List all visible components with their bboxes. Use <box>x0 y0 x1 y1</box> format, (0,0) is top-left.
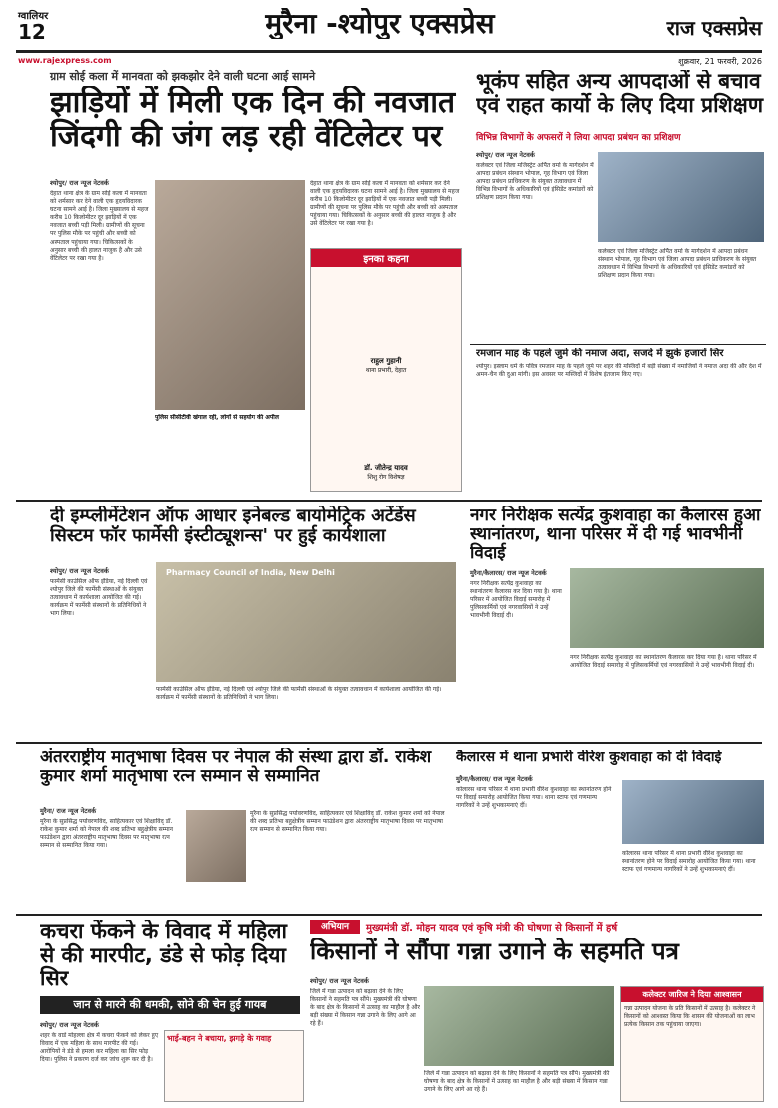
story7-headline: कैलारस में थाना प्रभारी वीरेश कुशवाहा को दी विदाई <box>456 750 722 765</box>
farmers-photo <box>424 986 614 1066</box>
quote-role: थाना प्रभारी, देहात <box>365 367 407 374</box>
story4-byline: श्योपुर/ राज न्यूज नेटवर्क <box>50 567 109 575</box>
story8-body: शहर के वार्ड मोहल्ला क्षेत्र में कचरा फेंकने को लेकर हुए विवाद में एक महिला के साथ मारपीट की गई। आरोपियों ने डंडे से हमला कर महिला का सिर फोड़ दिया। पुलिस ने प्रकरण दर्ज कर जांच शुरू कर दी है। <box>40 1032 159 1064</box>
story2-body: कलेक्टर एवं जिला मजिस्ट्रेट अर्पित वर्मा के मार्गदर्शन में आपदा प्रबंधन संस्थान भोपाल, गृह विभाग एवं जिला आपदा प्रबंधन प्राधिकरण के संयुक्त तत्वावधान में विभिन्न विभागों के अधिकारियों एवं इंसिडेंट कमांडरों को प्रशिक्षण प्रदान किया गया। <box>476 162 594 202</box>
section-rule-1 <box>16 500 762 502</box>
portrait-photo <box>186 810 246 882</box>
quote-author-2: डॉ. जीतेन्द्र यादव <box>364 464 408 472</box>
story1-body: देहात थाना क्षेत्र के ग्राम सोई कला में मानवता को शर्मसार कर देने वाली एक हृदयविदारक घटना सामने आई है। जिला मुख्यालय से महज करीब 10 किलोमीटर दूर झाड़ियों में एक नवजात बच्ची पड़ी मिली। ग्रामीणों की सूचना पर पुलिस मौके पर पहुंची और बच्ची को अस्पताल पहुंचाया गया। चिकित्सकों के अनुसार बच्ची की हालत नाजुक है और उसे वेंटिलेटर पर रखा गया है। <box>50 190 149 262</box>
story9-body-cont: जिले में गन्ना उत्पादन को बढ़ावा देने के लिए किसानों ने सहमति पत्र सौंपे। मुख्यमंत्री की घोषणा के बाद क्षेत्र के किसानों में उत्साह का माहौल है और बड़ी संख्या में किसान गन्ना उगाने के लिए आगे आ रहे हैं। <box>424 1070 610 1094</box>
quote-title: इनका कहना <box>311 249 461 267</box>
quote-author: राहुल गुहानी <box>370 357 402 365</box>
story9-byline: श्योपुर/ राज न्यूज नेटवर्क <box>310 977 369 985</box>
story1-photo-caption: पुलिस सीसीटीवी खंगाल रही, लोगों से सहयोग की अपील <box>155 414 279 421</box>
story6-body-cont: मुरैना के सुप्रसिद्ध पर्यावरणविद, साहित्यकार एवं शिक्षाविद् डॉ. राकेश कुमार शर्मा को नेपाल की शब्द प्रतिभा बहुक्षेत्रीय सम्मान फाउंडेशन द्वारा अंतरराष्ट्रीय मातृभाषा दिवस पर मातृभाषा रत्न सम्मान से सम्मानित किया गया। <box>250 810 445 834</box>
edition-label: ग्वालियर <box>18 11 49 22</box>
story5-body: नगर निरीक्षक सत्येंद्र कुशवाहा का स्थानांतरण कैलारस कर दिया गया है। थाना परिसर में आयोजित विदाई समारोह में पुलिसकर्मियों एवं नगरवासियों ने उन्हें भावभीनी विदाई दी। <box>470 580 562 620</box>
story8-byline: श्योपुर/ राज न्यूज नेटवर्क <box>40 1021 99 1029</box>
story6-byline: मुरैना/ राज न्यूज नेटवर्क <box>40 807 97 815</box>
farewell-photo <box>570 568 764 648</box>
newborn-photo <box>155 180 305 410</box>
thana-farewell-photo <box>622 780 764 844</box>
inset-title: भाई-बहन ने बचाया, झगड़े के गवाह <box>167 1034 272 1043</box>
story2-headline: भूकंप सहित अन्य आपदाओं से बचाव एवं राहत कार्यो के लिए दिया प्रशिक्षण <box>476 70 764 117</box>
story7-body-cont: कोलारस थाना परिसर में थाना प्रभारी वीरेश कुशवाहा का स्थानांतरण होने पर विदाई समारोह आयोजित किया गया। थाना स्टाफ एवं गणमान्य नागरिकों ने उन्हें शुभकामनाएं दीं। <box>622 850 756 874</box>
story2-body-cont: कलेक्टर एवं जिला मजिस्ट्रेट अर्पित वर्मा के मार्गदर्शन में आपदा प्रबंधन संस्थान भोपाल, गृह विभाग एवं जिला आपदा प्रबंधन प्राधिकरण के संयुक्त तत्वावधान में विभिन्न विभागों के अधिकारियों एवं इंसिडेंट कमांडरों को प्रशिक्षण प्रदान किया गया। <box>598 248 757 280</box>
story8-headline: कचरा फेंकने के विवाद में महिला से की मारपीट, डंडे से फोड़ दिया सिर <box>40 920 287 990</box>
story6-headline: अंतरराष्ट्रीय मातृभाषा दिवस पर नेपाल की संस्था द्वारा डॉ. राकेश कुमार शर्मा मातृभाषा रत्न सम्मान से सम्मानित <box>40 748 432 787</box>
story8-inset <box>164 1030 304 1102</box>
collector-box-title: कलेक्टर जारिज ने दिया आश्वासन <box>621 987 763 1002</box>
story4-body: फार्मेसी काउंसिल ऑफ इंडिया, नई दिल्ली एवं श्योपुर जिले की फार्मेसी संस्थाओं के संयुक्त तत्वावधान में कार्यशाला आयोजित की गई। कार्यक्रम में फार्मेसी संस्थानों के प्रतिनिधियों ने भाग लिया। <box>50 578 148 618</box>
story1-body-cont: देहात थाना क्षेत्र के ग्राम सोई कला में मानवता को शर्मसार कर देने वाली एक हृदयविदारक घटना सामने आई है। जिला मुख्यालय से महज करीब 10 किलोमीटर दूर झाड़ियों में एक नवजात बच्ची पड़ी मिली। ग्रामीणों की सूचना पर पुलिस मौके पर पहुंची और बच्ची को अस्पताल पहुंचाया गया। चिकित्सकों के अनुसार बच्ची की हालत नाजुक है और उसे वेंटिलेटर पर रखा गया है। <box>310 180 460 228</box>
story2-subhead: विभिन्न विभागों के अफसरों ने लिया आपदा प्रबंधन का प्रशिक्षण <box>476 133 681 143</box>
brand-logo: राज एक्सप्रेस <box>666 16 762 40</box>
story5-body-cont: नगर निरीक्षक सत्येंद्र कुशवाहा का स्थानांतरण कैलारस कर दिया गया है। थाना परिसर में आयोजित विदाई समारोह में पुलिसकर्मियों एवं नगरवासियों ने उन्हें भावभीनी विदाई दी। <box>570 654 757 670</box>
story9-headline: किसानों ने सौंपा गन्ना उगाने के सहमति पत्र <box>310 938 679 965</box>
photo-banner: Pharmacy Council of India, New Delhi <box>166 568 335 577</box>
collector-box-body: गन्ना उत्पादन योजना के प्रति किसानों में उत्साह है। कलेक्टर ने किसानों को आश्वस्त किया कि शासन की योजनाओं का लाभ प्रत्येक किसान तक पहुंचाया जाएगा। <box>624 1005 756 1029</box>
campaign-tag: अभियान <box>310 920 360 934</box>
issue-date: शुक्रवार, 21 फरवरी, 2026 <box>678 57 762 66</box>
paper-title: मुरैना -श्योपुर एक्सप्रेस <box>265 8 495 40</box>
workshop-photo <box>156 562 456 682</box>
story9-kicker: मुख्यमंत्री डॉ. मोहन यादव एवं कृषि मंत्री की घोषणा से किसानों में हर्ष <box>366 923 618 934</box>
story5-headline: नगर निरीक्षक सत्येंद्र कुशवाहा का कैलारस हुआ स्थानांतरण, थाना परिसर में दी गई भावभीनी विदाई <box>470 506 761 564</box>
story1-byline: श्योपुर/ राज न्यूज नेटवर्क <box>50 179 109 187</box>
story1-headline: झाड़ियों में मिली एक दिन की नवजात जिंदगी की जंग लड़ रही वेंटिलेटर पर <box>50 86 456 154</box>
story9-body: जिले में गन्ना उत्पादन को बढ़ावा देने के लिए किसानों ने सहमति पत्र सौंपे। मुख्यमंत्री की घोषणा के बाद क्षेत्र के किसानों में उत्साह का माहौल है और बड़ी संख्या में किसान गन्ना उगाने के लिए आगे आ रहे हैं। <box>310 988 420 1028</box>
story7-body: कोलारस थाना परिसर में थाना प्रभारी वीरेश कुशवाहा का स्थानांतरण होने पर विदाई समारोह आयोजित किया गया। थाना स्टाफ एवं गणमान्य नागरिकों ने उन्हें शुभकामनाएं दीं। <box>456 786 612 810</box>
story7-byline: मुरैना/कैलारस/ राज न्यूज नेटवर्क <box>456 775 533 783</box>
website-link[interactable]: www.rajexpress.com <box>18 56 112 65</box>
section-rule-2 <box>16 742 762 744</box>
story5-byline: मुरैना/कैलारस/ राज न्यूज नेटवर्क <box>470 569 547 577</box>
story3-rule <box>470 344 766 345</box>
quote-role-2: शिशु रोग विशेषज्ञ <box>367 474 405 481</box>
story8-subhead: जान से मारने की धमकी, सोने की चेन हुई गायब <box>40 996 300 1014</box>
story2-byline: श्योपुर/ राज न्यूज नेटवर्क <box>476 151 535 159</box>
story6-body: मुरैना के सुप्रसिद्ध पर्यावरणविद, साहित्यकार एवं शिक्षाविद् डॉ. राकेश कुमार शर्मा को नेपाल की शब्द प्रतिभा बहुक्षेत्रीय सम्मान फाउंडेशन द्वारा अंतरराष्ट्रीय मातृभाषा दिवस पर मातृभाषा रत्न सम्मान से सम्मानित किया गया। <box>40 818 173 850</box>
page-number: 12 <box>18 20 46 44</box>
story1-kicker: ग्राम सोई कला में मानवता को झकझोर देने वाली घटना आई सामने <box>50 70 316 83</box>
section-rule-3 <box>16 914 762 916</box>
masthead-rule <box>16 50 762 53</box>
story3-headline: रमजान माह के पहले जुमे की नमाज अदा, सजदे में झुके हजारों सिर <box>476 348 724 359</box>
training-photo <box>598 152 764 242</box>
story4-body-cont: फार्मेसी काउंसिल ऑफ इंडिया, नई दिल्ली एवं श्योपुर जिले की फार्मेसी संस्थाओं के संयुक्त तत्वावधान में कार्यशाला आयोजित की गई। कार्यक्रम में फार्मेसी संस्थानों के प्रतिनिधियों ने भाग लिया। <box>156 686 442 702</box>
collector-box <box>620 986 764 1102</box>
quote-box <box>310 248 462 492</box>
story4-headline: दी इम्प्लीमेंटेशन ऑफ आधार इनेबल्ड बायोमेट्रिक अटेंडेंस सिस्टम फॉर फार्मेसी इंस्टीट्यूशन्स' पर हुई कार्यशाला <box>50 506 416 547</box>
story3-body: श्योपुर। इस्लाम धर्म के पवित्र रमजान माह के पहले जुमे पर शहर की मस्जिदों में बड़ी संख्या में नमाजियों ने नमाज अदा की और देश में अमन-चैन की दुआ मांगी। इस अवसर पर मस्जिदों में विशेष इंतजाम किए गए। <box>476 363 762 379</box>
